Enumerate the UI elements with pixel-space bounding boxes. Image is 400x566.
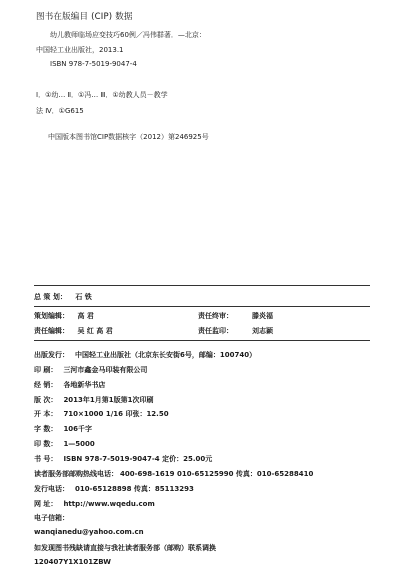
imprint-row: [34, 484, 194, 494]
divider: [34, 306, 370, 307]
imprint-label: 经 销：: [34, 381, 58, 389]
credit-value-2: 刘志颖: [252, 327, 273, 335]
credit-label-2: 责任终审：: [198, 312, 233, 320]
imprint-label: 字 数：: [34, 425, 58, 433]
imprint-row: [34, 499, 155, 509]
credit-value-2: 滕炎福: [252, 312, 273, 320]
imprint-row: [34, 380, 105, 390]
credit-label-2: 责任监印：: [198, 327, 233, 335]
imprint-row: [34, 439, 95, 449]
imprint-row: [34, 409, 169, 419]
cip-title: 图书在版编目 (CIP) 数据: [36, 12, 133, 22]
imprint-label: 发行电话：: [34, 485, 69, 493]
imprint-label: 开 本：: [34, 410, 58, 418]
cip-line-1: 幼儿教师临场应变技巧60例／冯伟群著．—北京：: [50, 31, 206, 39]
credit-label: 策划编辑：: [34, 312, 69, 320]
imprint-row: [34, 350, 256, 360]
imprint-row: [34, 528, 144, 536]
divider-top: [34, 285, 370, 286]
imprint-row: [34, 454, 212, 464]
imprint-label: 电子信箱：: [34, 514, 69, 522]
imprint-value: 106千字: [63, 425, 93, 433]
credit-label: 总 策 划：: [34, 293, 67, 301]
imprint-label: 网 址：: [34, 500, 58, 508]
imprint-value: ISBN 978-7-5019-9047-4 定价：25.00元: [63, 455, 213, 463]
imprint-row: [34, 543, 216, 553]
imprint-value: 400-698-1619 010-65125990 传真：010-65288410: [120, 470, 314, 478]
imprint-value: 各地新华书店: [63, 381, 106, 389]
imprint-row: [34, 513, 75, 523]
imprint-value: 三河市鑫金马印装有限公司: [63, 366, 148, 374]
credit-value: 吴 红 高 君: [77, 327, 113, 335]
imprint-value: 2013年1月第1版第1次印刷: [63, 396, 154, 404]
imprint-value: http://www.wqedu.com: [63, 500, 155, 508]
imprint-row: [34, 469, 313, 479]
imprint-row: [34, 395, 154, 405]
cip-isbn: ISBN 978-7-5019-9047-4: [50, 60, 137, 68]
credit-row-1: [34, 292, 92, 302]
imprint-label: 印 数：: [34, 440, 58, 448]
credit-value: 石 铁: [75, 293, 92, 301]
credit-row-3: [34, 326, 374, 336]
imprint-value: wanqianedu@yahoo.com.cn: [34, 528, 144, 536]
imprint-row: [34, 558, 111, 566]
imprint-label: 出版发行：: [34, 351, 69, 359]
cip-line-5: 中国版本图书馆CIP数据核字（2012）第246925号: [48, 133, 209, 141]
imprint-value: 中国轻工业出版社（北京东长安街6号，邮编：100740）: [75, 351, 257, 359]
divider-bottom: [34, 340, 370, 341]
imprint-value: 1—5000: [63, 440, 95, 448]
imprint-row: [34, 365, 147, 375]
imprint-row: [34, 424, 92, 434]
credit-label: 责任编辑：: [34, 327, 69, 335]
imprint-label: 书 号：: [34, 455, 58, 463]
imprint-value: 010-65128898 传真：85113293: [75, 485, 194, 493]
imprint-label: 版 次：: [34, 396, 58, 404]
imprint-value: 如发现图书残缺请直接与我社读者服务部（邮购）联系调换: [34, 544, 216, 552]
credit-value: 高 君: [77, 312, 94, 320]
cip-line-2: 中国轻工业出版社，2013.1: [36, 46, 124, 54]
cip-line-4a: Ⅰ．①幼… Ⅱ．①冯… Ⅲ．①幼教人员－教学: [36, 91, 168, 99]
imprint-label: 印 刷：: [34, 366, 58, 374]
imprint-value: 120407Y1X101ZBW: [34, 558, 111, 566]
imprint-value: 710×1000 1/16 印张：12.50: [63, 410, 169, 418]
credit-row-2: [34, 311, 374, 321]
cip-line-4b: 法 Ⅳ．①G615: [36, 107, 84, 115]
imprint-label: 读者服务部邮购热线电话：: [34, 470, 118, 478]
